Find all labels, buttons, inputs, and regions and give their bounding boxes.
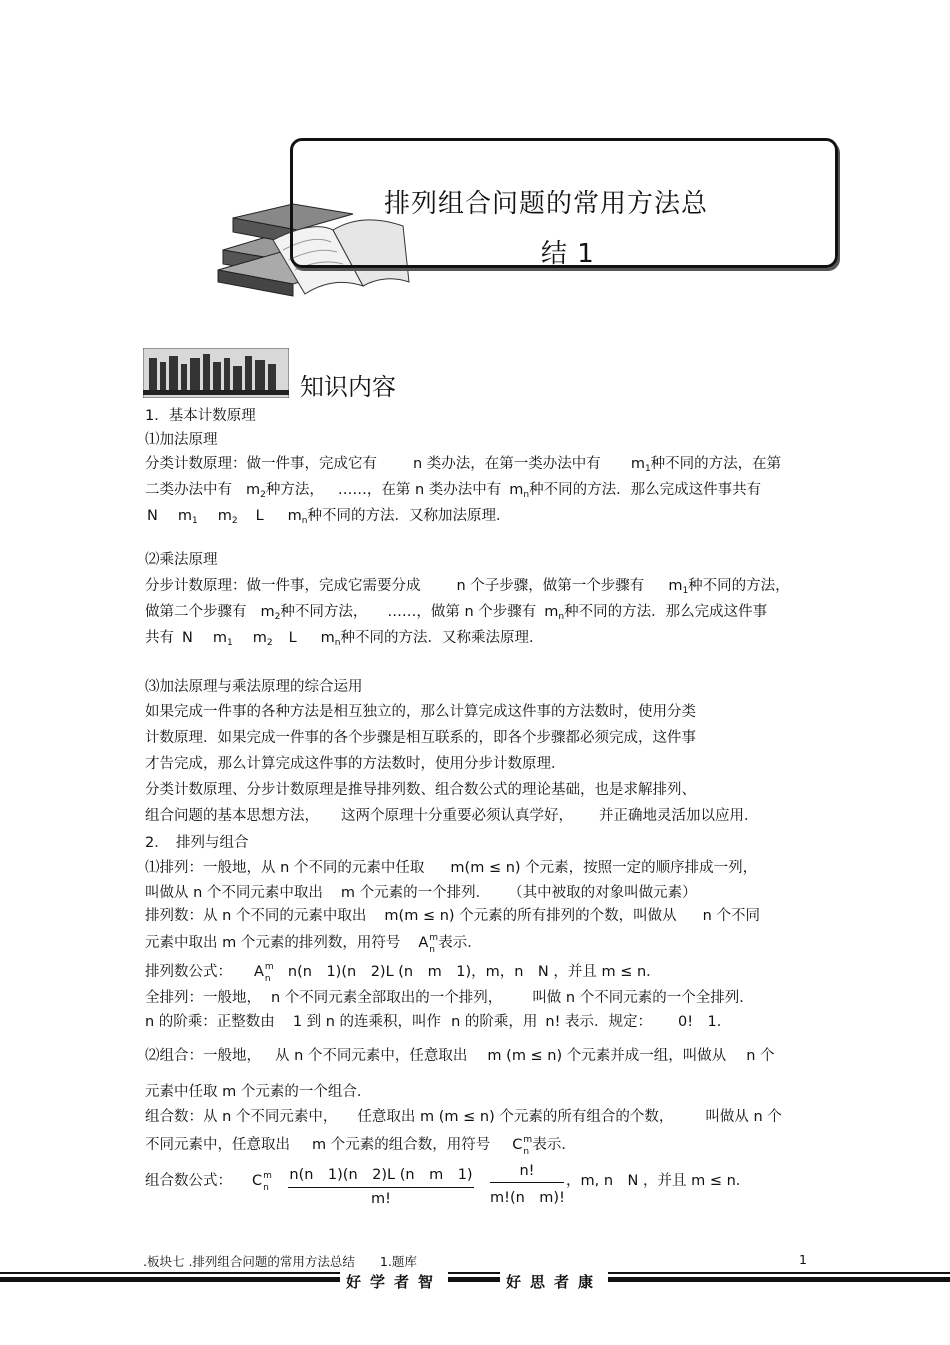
paragraph-line: 才告完成，那么计算完成这件事的方法数时，使用分步计数原理． bbox=[145, 756, 566, 772]
paragraph-line: 分类计数原理、分步计数原理是推导排列数、组合数公式的理论基础，也是求解排列、 bbox=[145, 782, 696, 798]
heading-2: 2． 排列与组合 bbox=[145, 835, 249, 851]
permutation-number-text: 元素中取出 m 个元素的排列数，用符号 A m n 表示． bbox=[145, 933, 482, 955]
combination-number-text: 组合数：从 n 个不同元素中， 任意取出 m (m ≤ n) 个元素的所有组合的个数， 叫做从 n 个 bbox=[145, 1109, 782, 1125]
combination-text: ⑵组合：一般地， 从 n 个不同元素中，任意取出 m (m ≤ n) 个元素并成一组，叫做从 n 个 bbox=[145, 1048, 775, 1064]
paragraph-line: 如果完成一件事的各种方法是相互独立的，那么计算完成这件事的方法数时，使用分类 bbox=[145, 704, 696, 720]
fraction-numerator: n(n 1)(n 2)L (n m 1) bbox=[289, 1167, 473, 1183]
footer-slogan-right: 好思者康 bbox=[500, 1271, 608, 1292]
page-number: 1 bbox=[799, 1252, 807, 1267]
multiplication-text: 分步计数原理：做一件事，完成它需要分成 n 个子步骤，做第一个步骤有 $m_1$种不同的方法， bbox=[145, 578, 790, 596]
addition-formula: N $m_1$ $m_2$ L $m_n$种不同的方法．又称加法原理． bbox=[147, 508, 511, 526]
combination-fraction-1 bbox=[288, 1163, 474, 1207]
paragraph-line: 计数原理．如果完成一件事的各个步骤是相互联系的，即各个步骤都必须完成，这件事 bbox=[145, 730, 696, 746]
permutation-text: ⑴排列：一般地，从 n 个不同的元素中任取 m(m ≤ n) 个元素，按照一定的顺序排成一列， bbox=[145, 860, 758, 876]
combined-title: ⑶加法原理与乘法原理的综合运用 bbox=[145, 679, 363, 695]
combination-fraction-2 bbox=[490, 1163, 564, 1207]
combination-text: 元素中任取 m 个元素的一个组合． bbox=[145, 1084, 372, 1100]
addition-title: ⑴加法原理 bbox=[145, 432, 218, 448]
section-title: 知识内容 bbox=[300, 373, 396, 401]
bookshelf-icon bbox=[143, 348, 289, 398]
heading-1: 1．基本计数原理 bbox=[145, 408, 256, 424]
paragraph-line: 组合问题的基本思想方法， 这两个原理十分重要必须认真学好， 并正确地灵活加以应用． bbox=[145, 808, 759, 824]
footer-slogan-left: 好学者智 bbox=[340, 1271, 448, 1292]
full-permutation-text: 全排列：一般地， n 个不同元素全部取出的一个排列， 叫做 n 个不同元素的一个全排列． bbox=[145, 990, 754, 1006]
page-title-line-1: 排列组合问题的常用方法总 bbox=[384, 189, 709, 219]
multiplication-title: ⑵乘法原理 bbox=[145, 552, 218, 568]
permutation-number-text: 排列数：从 n 个不同的元素中取出 m(m ≤ n) 个元素的所有排列的个数，叫做从 n 个不同 bbox=[145, 908, 760, 924]
permutation-text: 叫做从 n 个不同元素中取出 m 个元素的一个排列． （其中被取的对象叫做元素） bbox=[145, 885, 697, 901]
addition-text: 分类计数原理：做一件事，完成它有 n 类办法，在第一类办法中有 $m_1$种不同的方法，在第 bbox=[145, 456, 782, 474]
fraction-denominator: m!(n m)! bbox=[490, 1190, 565, 1206]
page-title-line-2: 结 1 bbox=[541, 239, 595, 269]
permutation-formula: 排列数公式： A m n n(n 1)(n 2)L (n m 1)，m，n N ，并且 m ≤ n． bbox=[145, 962, 661, 984]
addition-text: 二类办法中有 $m_2$种方法， ……，在第 n 类办法中有 $m_n$种不同的方法．那么完成这件事共有 bbox=[145, 482, 762, 500]
combination-formula-tail: ，m, n N ，并且 m ≤ n． bbox=[566, 1173, 751, 1189]
multiplication-text: 做第二个步骤有 $m_2$种不同方法， ……，做第 n 个步骤有 $m_n$种不同的方法．那么完成这件事 bbox=[145, 604, 768, 622]
fraction-denominator: m! bbox=[371, 1191, 391, 1207]
footer-rule bbox=[0, 1272, 950, 1284]
combination-number-text: 不同元素中，任意取出 m 个元素的组合数，用符号 C m n 表示． bbox=[145, 1135, 576, 1157]
factorial-text: n 的阶乘：正整数由 1 到 n 的连乘积，叫作 n 的阶乘，用 n! 表示．规定： 0! 1． bbox=[145, 1014, 732, 1030]
fraction-numerator: n! bbox=[519, 1163, 535, 1179]
combination-symbol: C m n bbox=[252, 1171, 272, 1193]
combination-formula-label: 组合数公式： bbox=[145, 1173, 232, 1189]
multiplication-formula: 共有 N $m_1$ $m_2$ L $m_n$种不同的方法．又称乘法原理． bbox=[145, 630, 544, 648]
footer-source: .板块七 .排列组合问题的常用方法总结 1.题库 bbox=[143, 1254, 417, 1269]
